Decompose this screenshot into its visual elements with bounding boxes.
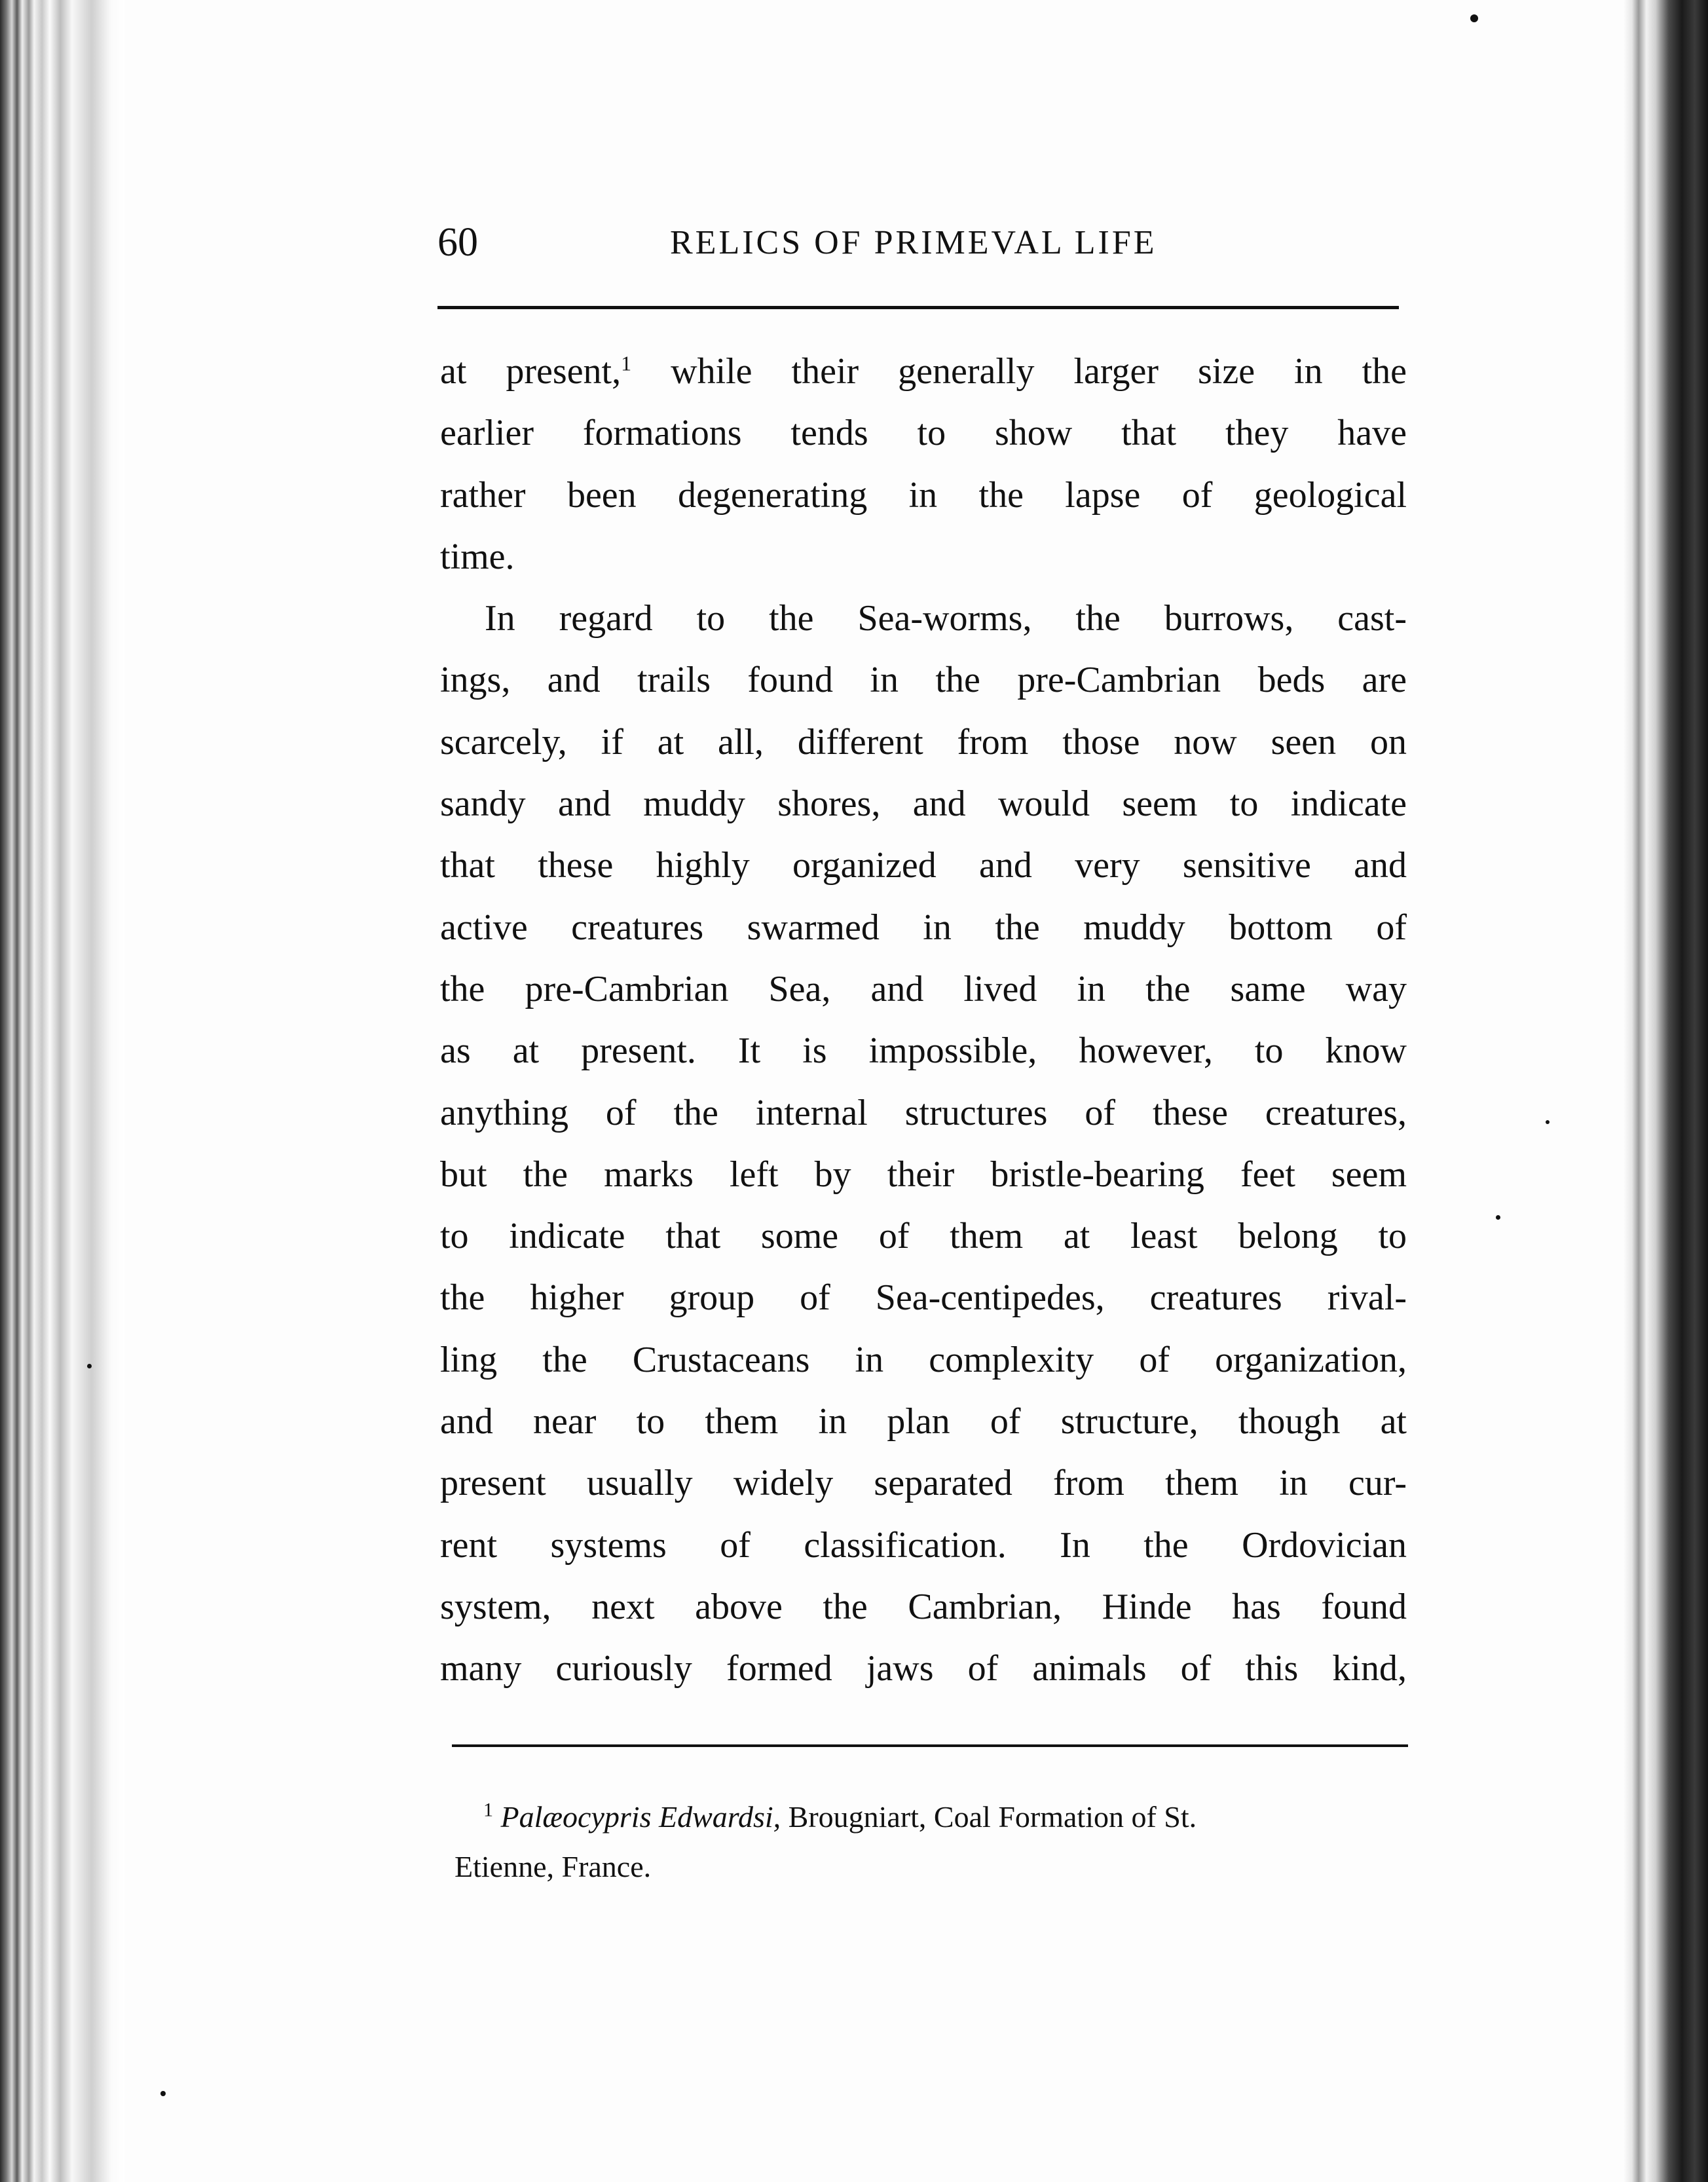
- footnote-species: Palæocypris Edwardsi,: [500, 1800, 781, 1834]
- header-rule: [437, 306, 1399, 309]
- footnote-rule: [452, 1744, 1408, 1747]
- text-line: In regard to the Sea-worms, the burrows, cast-: [485, 598, 1407, 639]
- text-line: ling the Crustaceans in complexity of organization,: [440, 1339, 1407, 1380]
- footnote-rest: Brougniart, Coal Formation of St.: [781, 1800, 1197, 1834]
- text-line: earlier formations tends to show that they have: [440, 413, 1407, 454]
- footnote: [455, 1792, 1398, 1892]
- running-title: RELICS OF PRIMEVAL LIFE: [670, 224, 1157, 261]
- ink-speck: [1496, 1215, 1500, 1220]
- text-line: and near to them in plan of structure, though at: [440, 1401, 1407, 1442]
- page-number: 60: [437, 220, 478, 265]
- footnote-line: [455, 1792, 1398, 1842]
- text-line: present usually widely separated from them in cur-: [440, 1463, 1407, 1504]
- text-line: the pre-Cambrian Sea, and lived in the same way: [440, 968, 1407, 1009]
- text-line: sandy and muddy shores, and would seem to indicate: [440, 783, 1407, 825]
- text-line: as at present. It is impossible, however, to know: [440, 1030, 1407, 1072]
- text-line: ings, and trails found in the pre-Cambrian beds are: [440, 660, 1407, 701]
- line-text: while their generally larger size in the: [671, 351, 1407, 392]
- line-prefix: at present,: [440, 351, 622, 392]
- text-line: anything of the internal structures of these creatures,: [440, 1092, 1407, 1133]
- page-header: [437, 219, 1394, 272]
- book-right-edge: [1623, 0, 1708, 2182]
- ink-speck: [87, 1364, 92, 1368]
- text-line: [440, 341, 1407, 402]
- ink-speck: [1470, 14, 1478, 22]
- text-line: system, next above the Cambrian, Hinde has found: [440, 1586, 1407, 1627]
- text-line: scarcely, if at all, different from those now seen on: [440, 721, 1407, 762]
- footnote-line: Etienne, France.: [455, 1850, 652, 1883]
- text-line: but the marks left by their bristle-bearing feet seem: [440, 1154, 1407, 1195]
- text-line: rent systems of classification. In the Ordovician: [440, 1524, 1407, 1566]
- body-text: [440, 341, 1407, 1700]
- ink-speck: [1546, 1120, 1550, 1124]
- text-line: rather been degenerating in the lapse of geological: [440, 474, 1407, 516]
- text-line: the higher group of Sea-centipedes, creatures rival-: [440, 1277, 1407, 1319]
- footnote-mark: 1: [483, 1799, 493, 1821]
- text-line: time.: [440, 536, 515, 577]
- book-left-edge: [0, 0, 124, 2182]
- text-line: active creatures swarmed in the muddy bottom of: [440, 907, 1407, 948]
- footnote-reference: 1: [621, 351, 632, 375]
- text-line: that these highly organized and very sensitive and: [440, 845, 1407, 886]
- text-line: many curiously formed jaws of animals of this kind,: [440, 1648, 1407, 1689]
- text-line: to indicate that some of them at least belong to: [440, 1216, 1407, 1257]
- ink-speck: [160, 2091, 166, 2096]
